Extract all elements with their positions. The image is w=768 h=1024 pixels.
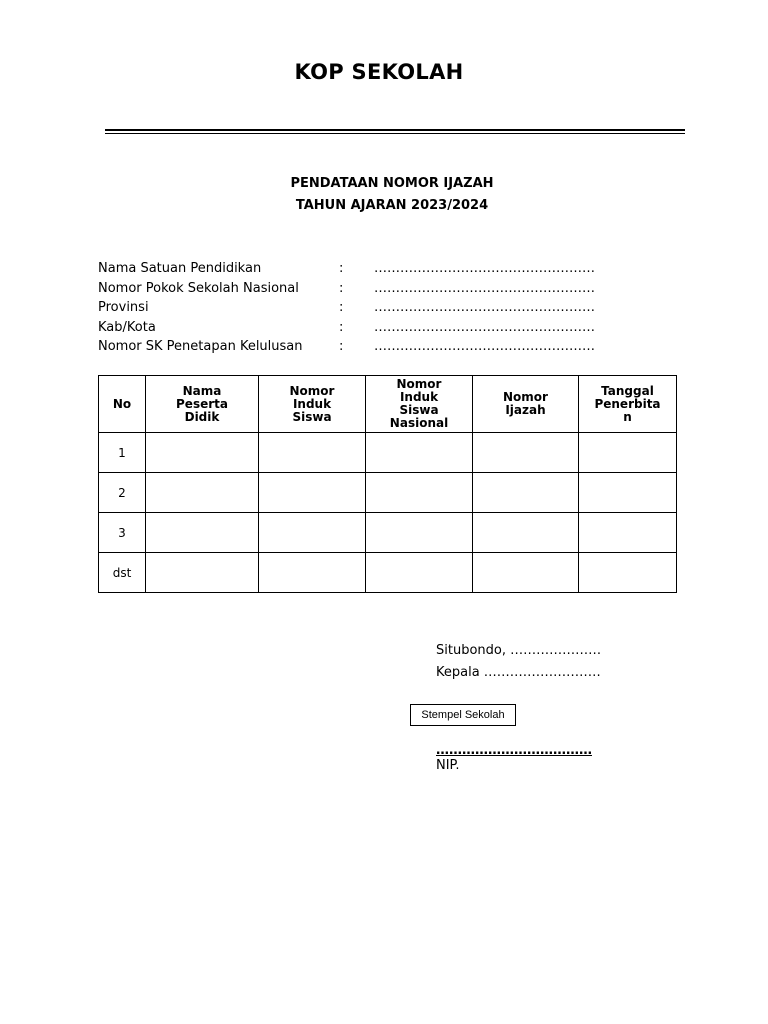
header-text: Nasional bbox=[389, 416, 449, 430]
info-colon: : bbox=[339, 261, 344, 276]
cell-no: 3 bbox=[99, 513, 146, 553]
table-row bbox=[99, 513, 677, 553]
info-row-nama-satuan bbox=[98, 261, 658, 281]
cell-tanggal bbox=[579, 473, 677, 513]
cell-nis bbox=[259, 433, 366, 473]
info-label: Nomor Pokok Sekolah Nasional bbox=[98, 281, 299, 296]
info-label: Nama Satuan Pendidikan bbox=[98, 261, 262, 276]
info-row-provinsi bbox=[98, 300, 658, 320]
header-text: Didik bbox=[184, 409, 220, 424]
cell-nama bbox=[146, 433, 259, 473]
info-value: …………………………………………… bbox=[374, 300, 595, 315]
info-colon: : bbox=[339, 281, 344, 296]
header-tanggal-penerbitan bbox=[579, 376, 677, 433]
header-text: n bbox=[623, 409, 632, 424]
header-text: Nomor bbox=[503, 390, 548, 404]
header-no bbox=[99, 376, 146, 433]
cell-no: 2 bbox=[99, 473, 146, 513]
header-text: Induk bbox=[292, 396, 332, 411]
cell-nama bbox=[146, 513, 259, 553]
cell-nisn bbox=[366, 513, 473, 553]
cell-nomor-ijazah bbox=[473, 513, 579, 553]
header-text: Siswa bbox=[292, 409, 332, 424]
cell-nomor-ijazah bbox=[473, 473, 579, 513]
cell-nama bbox=[146, 473, 259, 513]
table-row bbox=[99, 473, 677, 513]
kop-divider-line bbox=[105, 129, 685, 134]
cell-tanggal bbox=[579, 553, 677, 593]
header-text: Nomor bbox=[396, 377, 442, 391]
table-row bbox=[99, 553, 677, 593]
cell-nomor-ijazah bbox=[473, 433, 579, 473]
info-value: …………………………………………… bbox=[374, 261, 595, 276]
cell-nomor-ijazah bbox=[473, 553, 579, 593]
signature-name-line: ……………………………… bbox=[436, 743, 592, 758]
header-text: Tanggal bbox=[601, 383, 654, 398]
table-row bbox=[99, 433, 677, 473]
cell-no: 1 bbox=[99, 433, 146, 473]
cell-nis bbox=[259, 513, 366, 553]
signature-nip: NIP. bbox=[436, 758, 460, 773]
header-nisn bbox=[366, 376, 473, 433]
info-label: Provinsi bbox=[98, 300, 149, 315]
cell-nis bbox=[259, 553, 366, 593]
header-nama-peserta-didik bbox=[146, 376, 259, 433]
info-label: Nomor SK Penetapan Kelulusan bbox=[98, 339, 303, 354]
info-row-kab-kota bbox=[98, 320, 658, 340]
header-nis bbox=[259, 376, 366, 433]
header-text: Nomor bbox=[289, 383, 335, 398]
header-nomor-ijazah bbox=[473, 376, 579, 433]
document-title: PENDATAAN NOMOR IJAZAH bbox=[290, 176, 494, 191]
header-text: Nama bbox=[182, 383, 222, 398]
ijazah-table bbox=[98, 375, 677, 593]
info-value: …………………………………………… bbox=[374, 320, 595, 335]
header-text: Ijazah bbox=[505, 403, 546, 417]
info-label: Kab/Kota bbox=[98, 320, 156, 335]
table-header-row bbox=[99, 376, 677, 433]
info-value: …………………………………………… bbox=[374, 339, 595, 354]
info-colon: : bbox=[339, 339, 344, 354]
info-value: …………………………………………… bbox=[374, 281, 595, 296]
info-colon: : bbox=[339, 300, 344, 315]
cell-nama bbox=[146, 553, 259, 593]
header-text: Induk bbox=[399, 390, 439, 404]
info-row-nomor-sk bbox=[98, 339, 658, 359]
signature-place-date: Situbondo, ………………… bbox=[436, 643, 602, 658]
cell-nisn bbox=[366, 473, 473, 513]
header-text: Siswa bbox=[399, 403, 439, 417]
kop-title: KOP SEKOLAH bbox=[294, 60, 464, 84]
cell-no: dst bbox=[99, 553, 146, 593]
school-stamp-box: Stempel Sekolah bbox=[410, 704, 516, 726]
cell-nisn bbox=[366, 433, 473, 473]
header-text: Penerbita bbox=[594, 396, 661, 411]
info-colon: : bbox=[339, 320, 344, 335]
cell-tanggal bbox=[579, 433, 677, 473]
document-subtitle: TAHUN AJARAN 2023/2024 bbox=[295, 198, 489, 213]
cell-nis bbox=[259, 473, 366, 513]
info-row-npsn bbox=[98, 281, 658, 301]
header-text: No bbox=[112, 396, 132, 411]
cell-tanggal bbox=[579, 513, 677, 553]
header-text: Peserta bbox=[176, 396, 228, 411]
cell-nisn bbox=[366, 553, 473, 593]
signature-position: Kepala ……………………… bbox=[436, 665, 601, 680]
